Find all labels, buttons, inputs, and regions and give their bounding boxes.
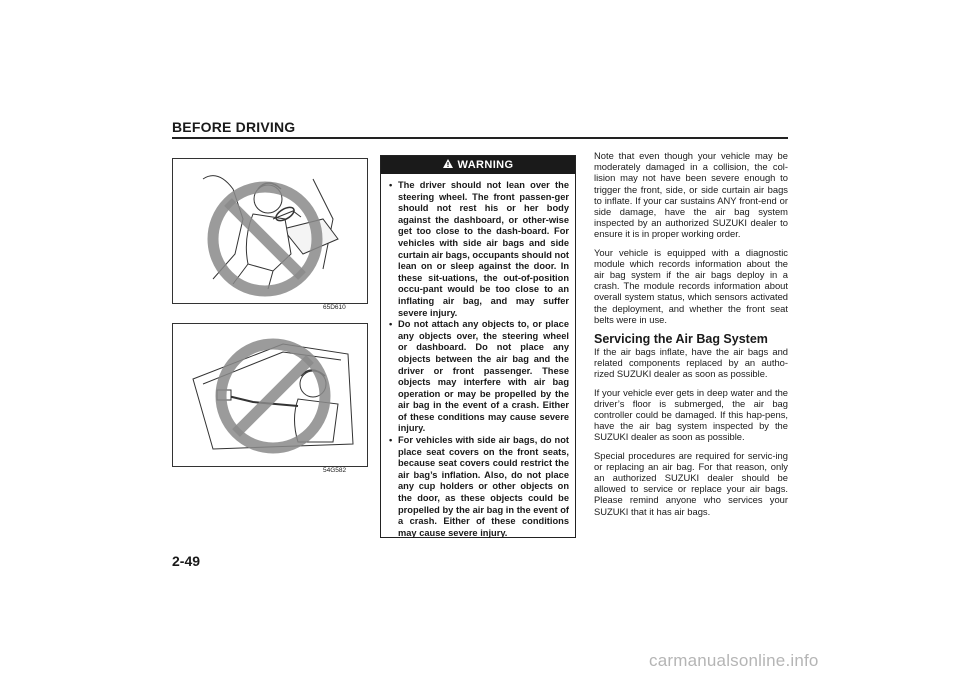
right-column bbox=[594, 150, 788, 524]
header-rule bbox=[172, 137, 788, 139]
figure-objects-near-airbag bbox=[172, 323, 368, 467]
warning-header bbox=[381, 156, 575, 174]
warning-item: • The driver should not lean over the steering wheel. The front passen-ger should not rest his or her body against the dashboard, or other-wise get too close to the dash-board. For vehicles with side air bags and side curtain air bags, occupants should not lean on or sleep against the door. In these sit-uations, the out-of-position occu-pant would be too close to an inflating air bag, and may suffer severe injury. bbox=[389, 180, 569, 319]
warning-list bbox=[381, 174, 575, 539]
body-paragraph: If the air bags inflate, have the air bags and related components replaced by an autho-rized SUZUKI dealer as soon as possible. bbox=[594, 346, 788, 380]
page-number: 2-49 bbox=[172, 553, 201, 569]
warning-item: • For vehicles with side air bags, do not place seat covers on the front seats, because seat covers could restrict the air bag’s inflation. Also, do not place any cup holders or other objects on the door, as these objects could be propelled by the air bag in the event of a crash. Either of these conditions may cause severe injury. bbox=[389, 435, 569, 539]
section-title: BEFORE DRIVING bbox=[172, 119, 296, 135]
figure-lean-over-wheel bbox=[172, 158, 368, 304]
warning-triangle-icon bbox=[443, 159, 453, 171]
illustration-objects-near-airbag bbox=[173, 324, 367, 466]
warning-box bbox=[380, 155, 576, 538]
body-paragraph: Note that even though your vehicle may be moderately damaged in a collision, the col-lision may not have been severe enough to trigger the front, side, or side curtain air bags to inflate. If your car sustains ANY front-end or side damage, have the air bag system inspected by an authorized SUZUKI dealer to ensure it is in proper working order. bbox=[594, 150, 788, 240]
figure-code: 65D610 bbox=[323, 304, 346, 311]
body-paragraph: Special procedures are required for servic-ing or replacing an air bag. For that reason, only an authorized SUZUKI dealer should be allowed to service or replace your air bags. Please remind anyone who services your SUZUKI that it has air bags. bbox=[594, 449, 788, 517]
illustration-lean-over-wheel bbox=[173, 159, 367, 303]
figure-code: 54G582 bbox=[323, 467, 347, 474]
watermark-link[interactable]: carmanualsonline.info bbox=[649, 651, 819, 670]
body-paragraph: If your vehicle ever gets in deep water and the driver’s floor is submerged, the air bag controller could be damaged. If this hap-pens, have the air bag system inspected by the SUZUKI dealer as soon as possible. bbox=[594, 386, 788, 443]
subsection-heading: Servicing the Air Bag System bbox=[594, 332, 768, 347]
body-paragraph: Your vehicle is equipped with a diagnostic module which records information about the air bag system if the air bags deploy in a crash. The module records information about overall system status, which sensors activated the deployment, and whether the front seat belts were in use. bbox=[594, 246, 788, 325]
warning-item: • Do not attach any objects to, or place any objects over, the steering wheel or dashboard. Do not place any objects between the air bag and the driver or front passenger. These objects may interfere with air bag operation or may be propelled by the air bag in the event of a crash. Either of these conditions may cause severe injury. bbox=[389, 319, 569, 435]
warning-title: WARNING bbox=[457, 159, 514, 171]
